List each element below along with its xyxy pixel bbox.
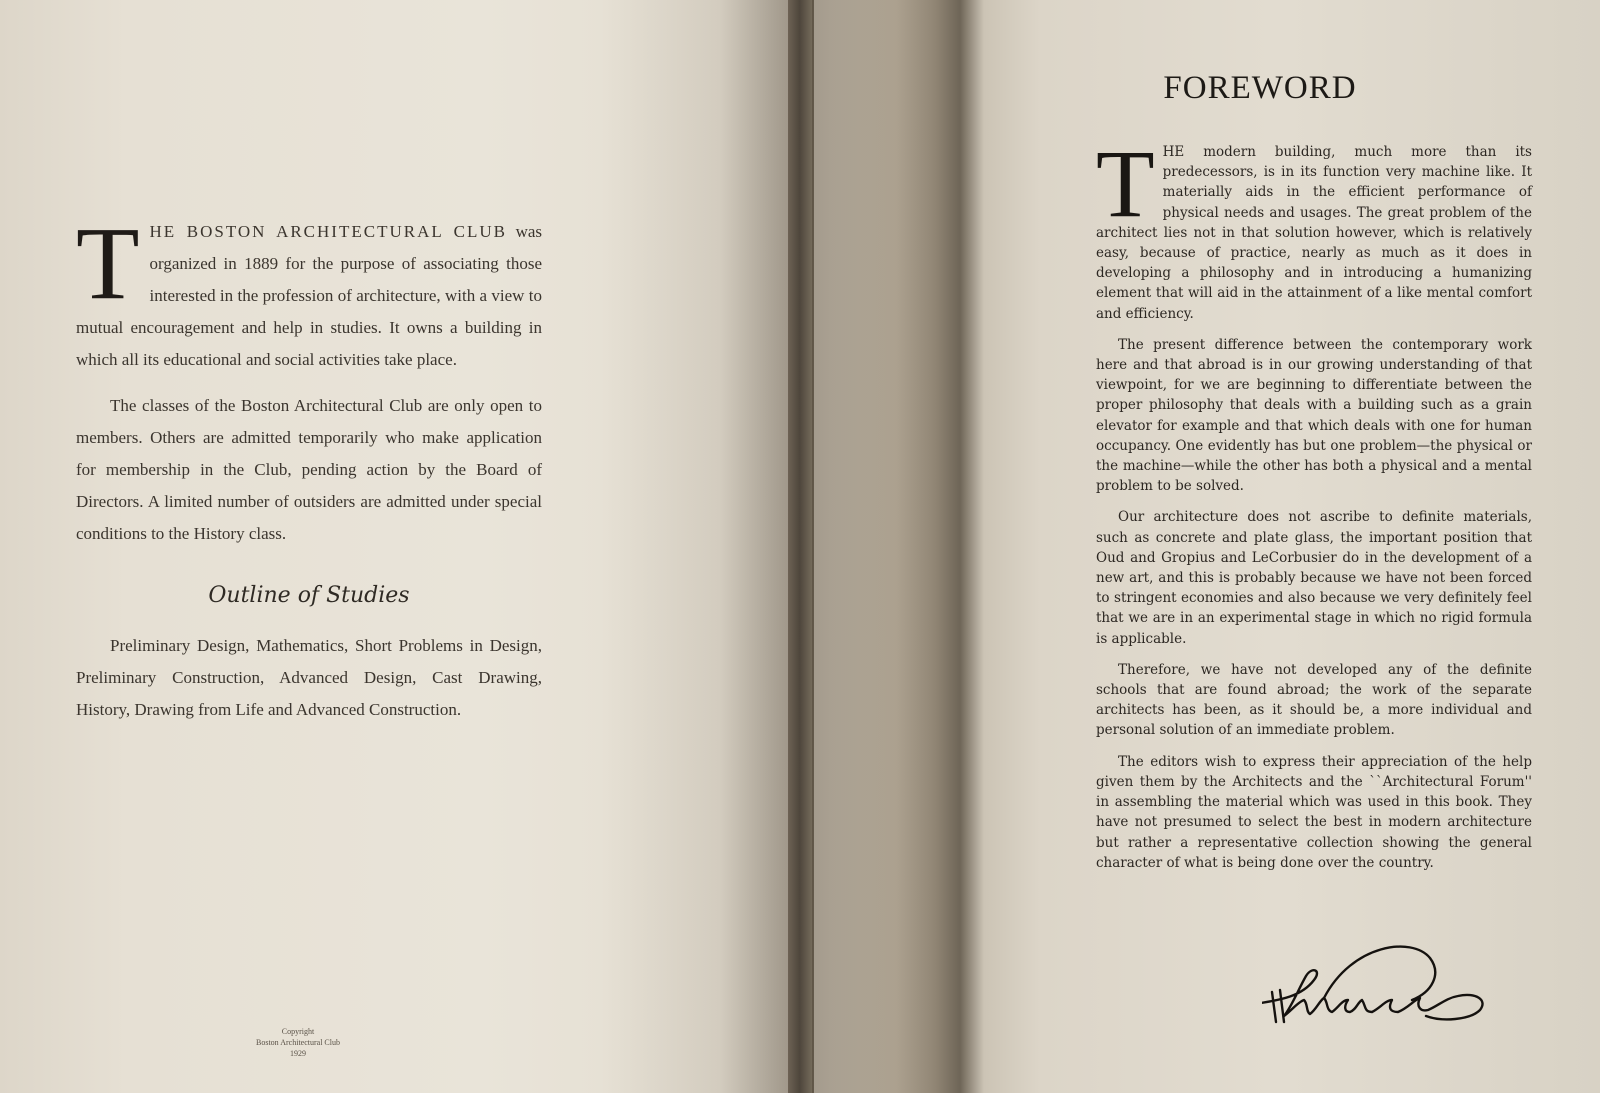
left-page [0, 0, 792, 1093]
foreword-paragraph-1-text: HE modern building, much more than its predecessors, is in its function very machine like. It materially aids in the efficient performance of physical needs and usages. The great problem of the architect lies not in that solution however, which is relatively easy, because of practice, nearly as much as it does in developing a philosophy and in introducing a humanizing element that will aid in the attainment of a like mental comfort and efficiency. [1096, 144, 1532, 322]
copyright-line-2: Boston Architectural Club [256, 1038, 340, 1047]
outline-of-studies-heading: Outline of Studies [208, 583, 410, 608]
foreword-paragraph-5: The editors wish to express their appreciation of the help given them by the Architects and the ``Architectural Forum'' in assembling the material which was used in this book. They have not presumed to select the best in modern architecture but rather a representative collection showing the general character of what is being done over the country. [1096, 753, 1532, 871]
book-gutter [788, 0, 814, 1093]
foreword-paragraph-2: The present difference between the contemporary work here and that abroad is in our growing understanding of that viewpoint, for we are beginning to differentiate between the proper philosophy that deals with a building such as a grain elevator for example and that which deals with one for human occupancy. One evidently has but one problem—the physical or the machine—while the other has both a physical and a mental problem to be solved. [1096, 336, 1532, 495]
foreword-paragraph-1 [1096, 130, 1532, 324]
foreword-paragraph-3: Our architecture does not ascribe to definite materials, such as concrete and plate glass, the important position that Oud and Gropius and LeCorbusier do in the development of a new art, and this is probably because we have not been forced to stringent economies and also because we very definitely feel that we are in an experimental stage in which no rigid formula is applicable. [1096, 509, 1532, 647]
intro-body: was organized in 1889 for the purpose of associating those interested in the profession of architecture, with a view to mutual encouragement and help in studies. It owns a building in which all its educational and social activities take place. [76, 222, 543, 369]
intro-lead-caps: HE BOSTON ARCHITECTURAL CLUB [149, 222, 507, 241]
classes-paragraph: The classes of the Boston Architectural Club are only open to members. Others are admitted temporarily who make application for membership in the Club, pending action by the Board of Directors. A limited number of outsiders are admitted under special conditions to the History class. [76, 396, 542, 543]
foreword-title: FOREWORD [1163, 70, 1357, 106]
copyright-notice [238, 1026, 358, 1059]
drop-cap-right: T [1096, 130, 1155, 237]
foreword-text [1096, 130, 1532, 873]
drop-cap-left: T [76, 206, 140, 321]
copyright-line-1: Copyright [281, 1027, 315, 1036]
studies-paragraph: Preliminary Design, Mathematics, Short Problems in Design, Preliminary Construction, Advanced Design, Cast Drawing, History, Drawing from Life and Advanced Construction. [76, 636, 542, 719]
foreword-paragraph-4: Therefore, we have not developed any of the definite schools that are found abroad; the work of the separate architects has been, as it should be, a more individual and personal solution of an immediate problem. [1096, 661, 1532, 739]
intro-paragraph [76, 206, 543, 376]
copyright-line-3: 1929 [290, 1049, 306, 1058]
signature-icon [1262, 930, 1532, 1040]
club-description [76, 206, 543, 726]
